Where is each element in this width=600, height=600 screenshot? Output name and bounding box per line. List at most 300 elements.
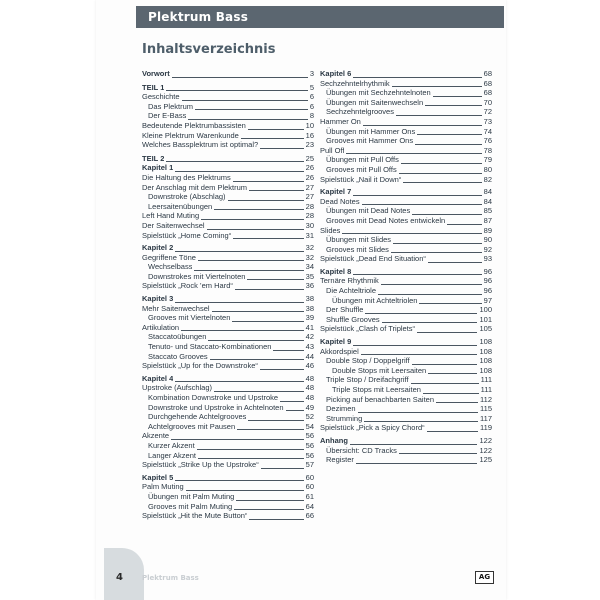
toc-entry (320, 206, 492, 216)
toc-entry (320, 79, 492, 89)
publisher-logo: AG (475, 571, 494, 584)
toc-entry-page: 111 (480, 385, 492, 394)
toc-entry (142, 221, 314, 231)
toc-entry-page: 26 (305, 172, 314, 182)
toc-leader-line (182, 100, 308, 101)
toc-entry-title: Spielstück „Pick a Spicy Chord“ (320, 423, 425, 433)
toc-entry-page: 27 (305, 192, 314, 202)
toc-entry-title: Übungen mit Sechzehntelnoten (326, 88, 431, 98)
toc-entry (142, 412, 314, 422)
toc-entry (142, 192, 314, 202)
toc-leader-line (415, 144, 482, 145)
toc-entry-title: Kapitel 6 (320, 69, 352, 78)
toc-entry-page: 111 (480, 375, 492, 385)
toc-section-heading (320, 337, 492, 347)
toc-entry-title: Langer Akzent (148, 450, 196, 460)
toc-entry-title: Kapitel 3 (142, 294, 174, 304)
toc-entry-page: 112 (480, 394, 492, 404)
toc-entry-title: Kombination Downstroke und Upstroke (148, 393, 279, 402)
toc-entry-page: 96 (483, 266, 492, 276)
toc-entry-title: Downstrokes mit Viertelnoten (148, 271, 246, 281)
toc-leader-line (428, 262, 482, 263)
toc-leader-line (411, 383, 479, 384)
toc-entry-title: Downstroke und Upstroke in Achtelnoten (148, 402, 284, 412)
toc-leader-line (286, 410, 304, 411)
toc-entry-title: Sechzehntelgrooves (326, 107, 394, 117)
toc-entry-page: 74 (483, 126, 492, 136)
toc-section-heading (320, 69, 492, 79)
toc-entry (320, 155, 492, 165)
toc-entry-title: Slides (320, 225, 341, 235)
toc-leader-line (399, 173, 482, 174)
toc-entry (142, 183, 314, 193)
toc-entry (320, 324, 492, 334)
toc-entry-page: 85 (483, 206, 492, 216)
toc-entry-title: Grooves mit Palm Muting (148, 501, 233, 511)
toc-entry-title: Vorwort (142, 69, 170, 78)
toc-leader-line (175, 381, 303, 382)
toc-leader-line (248, 129, 304, 130)
toc-entry-page: 3 (309, 69, 314, 78)
toc-leader-line (362, 204, 482, 205)
toc-section-heading (142, 374, 314, 384)
toc-entry-page: 115 (480, 404, 492, 414)
toc-leader-line (361, 354, 478, 355)
toc-entry-page: 28 (305, 211, 314, 221)
toc-entry-title: Kapitel 8 (320, 266, 352, 276)
toc-entry-page: 108 (479, 337, 492, 347)
toc-entry-title: Akzente (142, 431, 170, 441)
toc-leader-line (261, 468, 304, 469)
toc-leader-line (401, 163, 482, 164)
toc-leader-line (433, 96, 482, 97)
toc-leader-line (166, 161, 303, 162)
toc-entry-page: 108 (479, 365, 492, 375)
toc-entry-title: Spielstück „Strike Up the Upstroke“ (142, 460, 259, 470)
toc-leader-line (260, 369, 304, 370)
toc-entry (320, 455, 492, 465)
toc-leader-line (280, 401, 304, 402)
toc-entry-page: 87 (483, 215, 492, 225)
toc-entry (142, 253, 314, 263)
toc-leader-line (391, 252, 482, 253)
toc-entry-title: Das Plektrum (148, 101, 194, 111)
toc-entry-page: 66 (305, 511, 314, 521)
toc-entry-page: 5 (309, 82, 314, 92)
toc-entry-page: 100 (479, 305, 492, 315)
toc-entry (320, 296, 492, 306)
toc-leader-line (212, 311, 304, 312)
toc-entry-page: 93 (483, 254, 492, 264)
toc-entry-page: 38 (305, 303, 314, 313)
toc-entry-title: Dezimen (326, 404, 356, 414)
toc-entry-page: 56 (305, 450, 314, 460)
toc-entry-page: 108 (479, 346, 492, 356)
toc-entry-title: Mehr Saitenwechsel (142, 303, 210, 313)
toc-leader-line (166, 90, 307, 91)
toc-leader-line (175, 480, 303, 481)
toc-leader-line (363, 125, 482, 126)
toc-entry-title: Double Stops mit Leersaiten (332, 365, 427, 375)
toc-entry-title: Übungen mit Saitenwechseln (326, 97, 424, 107)
toc-entry-page: 84 (483, 196, 492, 206)
toc-leader-line (188, 119, 307, 120)
toc-entry (320, 127, 492, 137)
toc-entry-title: Grooves mit Pull Offs (326, 164, 397, 174)
toc-entry-title: Grooves mit Hammer Ons (326, 136, 414, 146)
toc-entry (142, 173, 314, 183)
toc-entry-title: Wechselbass (148, 262, 193, 272)
toc-entry-page: 56 (305, 431, 314, 441)
toc-entry-title: Staccatoübungen (148, 332, 207, 342)
toc-entry-title: TEIL 1 (142, 82, 165, 92)
toc-entry (320, 395, 492, 405)
toc-leader-line (195, 109, 308, 110)
toc-entry-page: 82 (483, 174, 492, 184)
toc-entry-page: 32 (305, 243, 314, 253)
toc-leader-line (273, 350, 303, 351)
toc-entry (320, 347, 492, 357)
toc-entry-page: 26 (305, 163, 314, 173)
toc-entry (142, 342, 314, 352)
toc-entry (320, 136, 492, 146)
toc-entry-title: Kleine Plektrum Warenkunde (142, 130, 239, 140)
toc-entry-page: 68 (483, 69, 492, 78)
toc-entry (320, 226, 492, 236)
toc-entry-title: Übungen mit Palm Muting (148, 491, 235, 501)
toc-entry-title: Gegriffene Töne (142, 252, 196, 262)
toc-entry (320, 107, 492, 117)
toc-entry-page: 72 (483, 107, 492, 117)
toc-entry-page: 10 (305, 120, 314, 130)
toc-entry-title: Kapitel 1 (142, 163, 174, 173)
toc-leader-line (417, 134, 481, 135)
toc-entry (142, 352, 314, 362)
toc-entry-title: Grooves mit Slides (326, 244, 389, 254)
toc-entry (142, 332, 314, 342)
toc-entry-page: 122 (479, 445, 492, 455)
toc-entry (142, 323, 314, 333)
toc-section-heading (142, 83, 314, 93)
toc-leader-line (197, 449, 304, 450)
toc-entry-title: Downstroke (Abschlag) (148, 192, 226, 202)
toc-entry-page: 16 (305, 130, 314, 140)
toc-entry (320, 165, 492, 175)
toc-entry (320, 414, 492, 424)
toc-entry (142, 304, 314, 314)
toc-entry-page: 68 (483, 78, 492, 88)
toc-leader-line (417, 332, 477, 333)
toc-entry-page: 68 (483, 88, 492, 98)
toc-entry (320, 286, 492, 296)
toc-entry (142, 262, 314, 272)
toc-leader-line (399, 453, 478, 454)
toc-entry (320, 146, 492, 156)
toc-leader-line (248, 420, 303, 421)
toc-entry-page: 49 (305, 402, 314, 412)
toc-leader-line (353, 274, 481, 275)
toc-leader-line (175, 171, 303, 172)
toc-entry-title: Kapitel 4 (142, 373, 174, 383)
toc-leader-line (403, 182, 481, 183)
toc-entry (320, 276, 492, 286)
toc-entry-title: Spielstück „Clash of Triplets“ (320, 324, 416, 334)
toc-leader-line (201, 219, 304, 220)
toc-entry-page: 70 (483, 97, 492, 107)
toc-leader-line (365, 313, 477, 314)
toc-entry-page: 96 (483, 276, 492, 286)
toc-leader-line (393, 243, 482, 244)
toc-entry-page: 125 (479, 455, 492, 465)
toc-entry-page: 43 (305, 342, 314, 352)
toc-entry-title: Spielstück „Hit the Mute Button“ (142, 511, 248, 521)
toc-entry-page: 42 (305, 332, 314, 342)
toc-entry-title: Leersaitenübungen (148, 201, 213, 211)
toc-leader-line (214, 209, 303, 210)
toc-entry-page: 6 (309, 101, 314, 111)
toc-entry-title: Spielstück „Nail it Down“ (320, 174, 402, 184)
toc-entry-page: 34 (305, 262, 314, 272)
toc-entry (320, 197, 492, 207)
toc-entry (142, 202, 314, 212)
toc-entry-page: 61 (305, 491, 314, 501)
toc-leader-line (260, 148, 304, 149)
toc-entry-title: Kapitel 7 (320, 187, 352, 197)
toc-entry (142, 140, 314, 150)
toc-leader-line (236, 500, 303, 501)
toc-leader-line (428, 373, 477, 374)
toc-leader-line (436, 402, 478, 403)
toc-entry (142, 211, 314, 221)
toc-leader-line (175, 251, 303, 252)
toc-entry-page: 73 (483, 116, 492, 126)
toc-entry (320, 385, 492, 395)
toc-entry (320, 315, 492, 325)
toc-leader-line (358, 412, 478, 413)
toc-leader-line (214, 391, 304, 392)
toc-entry-title: Spielstück „Rock ’em Hard“ (142, 281, 233, 291)
toc-entry-title: Geschichte (142, 92, 180, 102)
toc-entry-page: 48 (305, 383, 314, 393)
toc-entry-page: 80 (483, 164, 492, 174)
toc-leader-line (175, 302, 303, 303)
toc-entry-page: 31 (305, 230, 314, 240)
toc-entry (320, 305, 492, 315)
toc-entry-page: 35 (305, 271, 314, 281)
toc-entry (320, 404, 492, 414)
toc-leader-line (412, 214, 481, 215)
toc-entry (142, 403, 314, 413)
toc-entry (142, 422, 314, 432)
toc-entry-page: 32 (305, 252, 314, 262)
toc-entry-page: 105 (479, 324, 492, 334)
toc-leader-line (419, 303, 481, 304)
toc-entry-title: Kapitel 5 (142, 472, 174, 482)
toc-entry (142, 92, 314, 102)
toc-entry-title: Kapitel 2 (142, 243, 174, 253)
toc-entry-page: 90 (483, 235, 492, 245)
outer-margin (0, 0, 96, 600)
toc-leader-line (353, 77, 481, 78)
toc-leader-line (342, 233, 481, 234)
toc-entry (142, 313, 314, 323)
toc-entry-title: Spielstück „Home Coming“ (142, 230, 232, 240)
toc-entry-page: 108 (479, 356, 492, 366)
toc-entry (142, 361, 314, 371)
toc-leader-line (198, 260, 304, 261)
toc-leader-line (237, 429, 304, 430)
toc-entry-title: TEIL 2 (142, 153, 165, 163)
toc-entry (142, 272, 314, 282)
toc-entry-title: Double Stop / Doppelgriff (326, 356, 410, 366)
toc-leader-line (233, 238, 303, 239)
toc-entry-title: Achtelgrooves mit Pausen (148, 421, 236, 431)
toc-entry-title: Grooves mit Dead Notes entwickeln (326, 215, 446, 225)
toc-right-column (320, 69, 492, 465)
toc-leader-line (447, 224, 481, 225)
toc-leader-line (249, 519, 303, 520)
toc-entry-title: Artikulation (142, 322, 180, 332)
toc-entry-page: 44 (305, 351, 314, 361)
toc-entry-page: 101 (479, 314, 492, 324)
toc-entry-page: 46 (305, 361, 314, 371)
toc-entry-page: 38 (305, 294, 314, 304)
toc-entry (142, 431, 314, 441)
toc-leader-line (207, 229, 304, 230)
toc-entry-page: 36 (305, 281, 314, 291)
toc-entry-title: Kapitel 9 (320, 337, 352, 347)
toc-entry-page: 27 (305, 182, 314, 192)
toc-entry-title: Kurzer Akzent (148, 440, 195, 450)
toc-entry-title: Spielstück „Up for the Downstroke“ (142, 361, 258, 371)
toc-entry (142, 441, 314, 451)
toc-entry (142, 383, 314, 393)
toc-leader-line (198, 458, 304, 459)
toc-entry-page: 79 (483, 155, 492, 165)
toc-leader-line (412, 364, 478, 365)
toc-entry-title: Übungen mit Dead Notes (326, 206, 411, 216)
toc-entry-title: Strumming (326, 413, 363, 423)
toc-leader-line (378, 294, 482, 295)
toc-entry-page: 122 (479, 435, 492, 445)
toc-entry (142, 111, 314, 121)
toc-entry (142, 482, 314, 492)
toc-leader-line (356, 463, 478, 464)
toc-leader-line (171, 439, 304, 440)
toc-entry-page: 52 (305, 412, 314, 422)
toc-leader-line (233, 181, 304, 182)
toc-entry-page: 30 (305, 220, 314, 230)
toc-entry-title: Picking auf benachbarten Saiten (326, 394, 434, 404)
toc-section-heading (320, 267, 492, 277)
toc-leader-line (396, 115, 482, 116)
toc-entry-title: Die Haltung des Plektrums (142, 172, 231, 182)
toc-entry-page: 78 (483, 145, 492, 155)
toc-entry-title: Der E-Bass (148, 111, 187, 121)
toc-leader-line (353, 195, 481, 196)
toc-entry-title: Anhang (320, 435, 348, 445)
toc-entry-page: 60 (305, 472, 314, 482)
toc-section-heading (142, 69, 314, 79)
toc-leader-line (232, 321, 303, 322)
toc-entry-title: Hammer On (320, 116, 361, 126)
toc-section-heading (142, 154, 314, 164)
toc-entry (142, 451, 314, 461)
page-number-tab (104, 548, 144, 600)
toc-leader-line (210, 359, 304, 360)
toc-leader-line (235, 289, 304, 290)
toc-leader-line (249, 190, 304, 191)
toc-entry (142, 131, 314, 141)
toc-entry-title: Sechzehntelrhythmik (320, 78, 390, 88)
toc-leader-line (423, 393, 479, 394)
toc-entry-title: Die Achteltriole (326, 286, 377, 296)
toc-entry-page: 92 (483, 244, 492, 254)
toc-leader-line (382, 322, 478, 323)
toc-entry (320, 235, 492, 245)
toc-entry-title: Übungen mit Hammer Ons (326, 126, 416, 136)
toc-leader-line (186, 490, 304, 491)
toc-entry-page: 56 (305, 440, 314, 450)
toc-leader-line (364, 421, 478, 422)
toc-entry-title: Triple Stops mit Leersaiten (332, 385, 421, 394)
toc-leader-line (208, 340, 303, 341)
toc-entry (142, 460, 314, 470)
toc-entry (320, 117, 492, 127)
toc-leader-line (381, 284, 482, 285)
toc-entry-page: 57 (305, 460, 314, 470)
footer-label: Plektrum Bass (142, 574, 199, 582)
toc-entry-title: Akkordspiel (320, 346, 359, 356)
toc-entry-title: Palm Muting (142, 482, 184, 492)
toc-leader-line (228, 200, 304, 201)
toc-entry-page: 6 (309, 92, 314, 102)
toc-entry-title: Übersicht: CD Tracks (326, 445, 397, 455)
toc-entry-page: 97 (483, 295, 492, 305)
toc-entry-page: 25 (305, 153, 314, 163)
toc-entry (142, 231, 314, 241)
toc-entry-title: Der Anschlag mit dem Plektrum (142, 182, 248, 192)
toc-entry-page: 84 (483, 187, 492, 197)
toc-entry (142, 511, 314, 521)
toc-section-heading (142, 243, 314, 253)
toc-entry (142, 502, 314, 512)
toc-entry-page: 76 (483, 136, 492, 146)
toc-entry-page: 8 (309, 111, 314, 121)
toc-entry-title: Upstroke (Aufschlag) (142, 383, 213, 393)
toc-entry-title: Staccato Grooves (148, 351, 208, 361)
toc-entry (142, 281, 314, 291)
toc-entry-page: 60 (305, 482, 314, 492)
toc-entry (320, 254, 492, 264)
toc-entry-title: Durchgehende Achtelgrooves (148, 412, 247, 422)
toc-entry-title: Der Shuffle (326, 305, 364, 315)
toc-entry (320, 446, 492, 456)
toc-entry-title: Welches Bassplektrum ist optimal? (142, 140, 259, 150)
toc-leader-line (425, 105, 482, 106)
page-number: 4 (116, 572, 123, 583)
toc-entry-page: 48 (305, 373, 314, 383)
toc-entry (142, 393, 314, 403)
toc-entry-title: Register (326, 455, 354, 465)
toc-entry-page: 117 (480, 413, 492, 423)
toc-entry-title: Left Hand Muting (142, 211, 200, 221)
toc-leader-line (172, 77, 308, 78)
toc-entry (320, 175, 492, 185)
toc-leader-line (353, 345, 477, 346)
toc-leader-line (234, 509, 303, 510)
toc-entry-title: Der Saitenwechsel (142, 220, 205, 230)
